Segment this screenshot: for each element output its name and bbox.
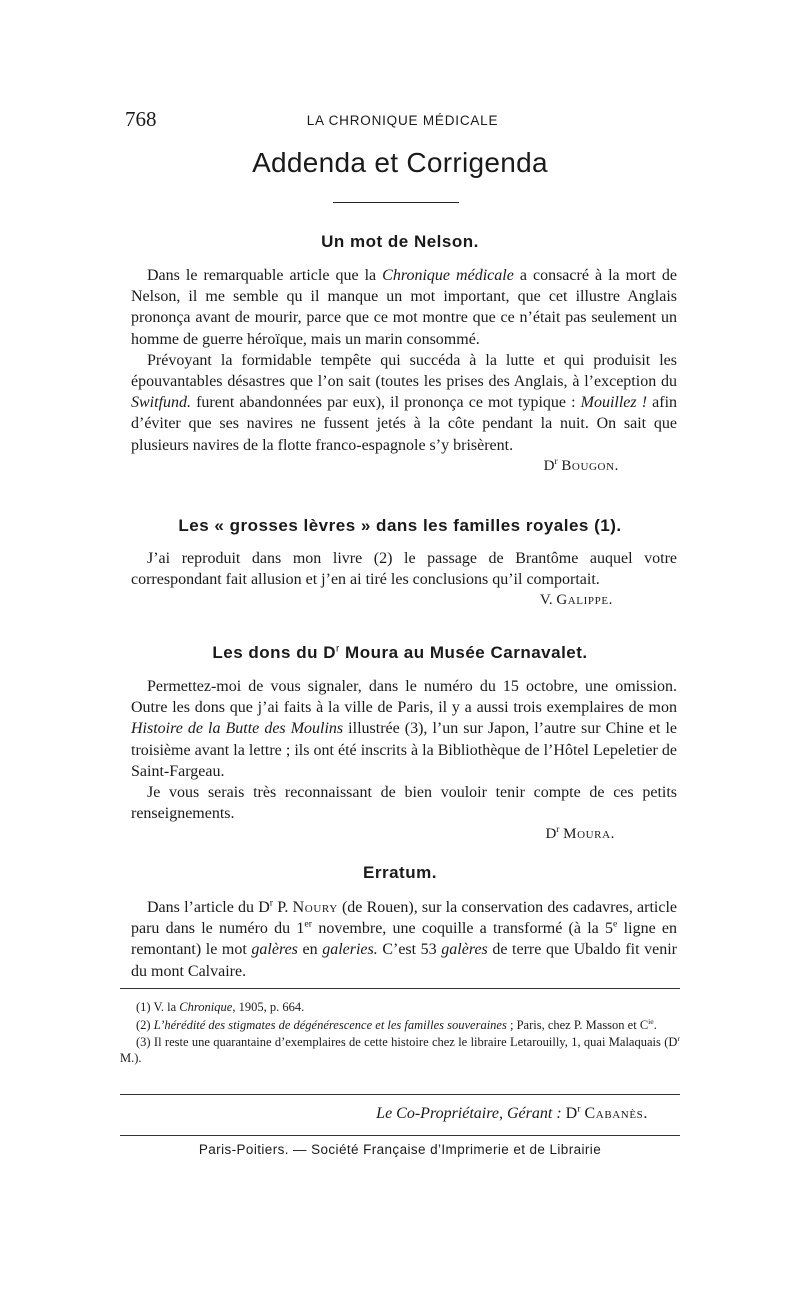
paragraph: Prévoyant la formidable tempête qui succéda à la lutte et qui produisit les épouvantables désastres que l’on sait (toutes les prises des Anglais, à l’exception du Switfund. furent abandonnées par eux), il prononça ce mot typique : Mouillez ! afin d’éviter que ses navires ne fussent jetés à la côte pendant la nuit. On sait que plusieurs navires de la flotte franco-espagnole s’y brisèrent. [131, 351, 678, 454]
paragraph: Je vous serais très reconnaissant de bien vouloir tenir compte de ces petits renseignements. [131, 784, 677, 823]
footer-divider-top [120, 1094, 680, 1095]
signature-bougon: $D^r$ Bougon. [543, 456, 619, 474]
page-number: 768 [125, 107, 157, 131]
section-heading-grosses-levres: Les « grosses lèvres » dans les familles royales (1). [178, 516, 622, 535]
section-grosses-levres [131, 548, 677, 610]
footnotes-divider [120, 988, 680, 989]
footer-divider-bottom [120, 1135, 680, 1136]
running-title: LA CHRONIQUE MÉDICALE [306, 113, 499, 128]
page-header [125, 107, 680, 137]
section-dons-moura [131, 676, 677, 844]
section-erratum [131, 897, 677, 982]
paragraph: J’ai reproduit dans mon livre (2) le passage de Brantôme auquel votre correspondant fait allusion et j’en ai tiré les conclusions qu’il comportait. [131, 550, 677, 589]
gerant-line: Le Co-Propriétaire, Gérant : $D^r$ Cabanès. [376, 1103, 648, 1122]
section-nelson [131, 265, 677, 476]
paragraph: Dans l’article du $D^r$ P. Noury (de Rouen), sur la conservation des cadavres, article paru dans le numéro du 1er novembre, une coquille a transformé (à la 5e ligne en remontant) le mot galères en galeries. C’est 53 galères de terre que Ubaldo fit venir du mont Calvaire. [131, 897, 678, 980]
section-heading-nelson: Un mot de Nelson. [321, 232, 479, 251]
footnote-1: (1) V. la Chronique, 1905, p. 664. [136, 1000, 305, 1014]
footnote-2: (2) L’hérédité des stigmates de dégénérescence et les familles souveraines ; Paris, chez P. Masson et $C^{ie}$. [136, 1016, 657, 1032]
section-heading-dons-moura: Les dons du $D^r$ Moura au Musée Carnavalet. [212, 643, 588, 662]
printer-imprint: Paris-Poitiers. — Société Française d’Imprimerie et de Librairie [198, 1142, 602, 1157]
paragraph: Dans le remarquable article que la Chronique médicale a consacré à la mort de Nelson, il me semble qu il manque un mot important, que cet illustre Anglais prononça avant de mourir, parce que ce mot montre que ce n’était pas seulement un homme de guerre héroïque, mais un marin consommé. [131, 267, 678, 348]
paragraph: Permettez-moi de vous signaler, dans le numéro du 15 octobre, une omission. Outre les dons que j’ai faits à la ville de Paris, il y a aussi trois exemplaires de mon Histoire de la Butte des Moulins illustrée (3), l’un sur Japon, l’autre sur Chine et le troisième avant la lettre ; ils ont été inscrits à la Bibliothèque de l’Hôtel Lepeletier de Saint-Fargeau. [131, 678, 678, 780]
page-title: Addenda et Corrigenda [252, 147, 548, 178]
signature-galippe: V. Galippe. [539, 592, 613, 609]
footnotes [120, 1000, 680, 1068]
signature-moura: $D^r$ Moura. [545, 825, 615, 843]
title-divider [333, 202, 459, 203]
section-heading-erratum: Erratum. [363, 863, 437, 882]
footnote-3: (3) Il reste une quarantaine d’exemplaires de cette histoire chez le libraire Letarouilly, 1, quai Malaquais ($D^r$ M.). [120, 1033, 680, 1065]
